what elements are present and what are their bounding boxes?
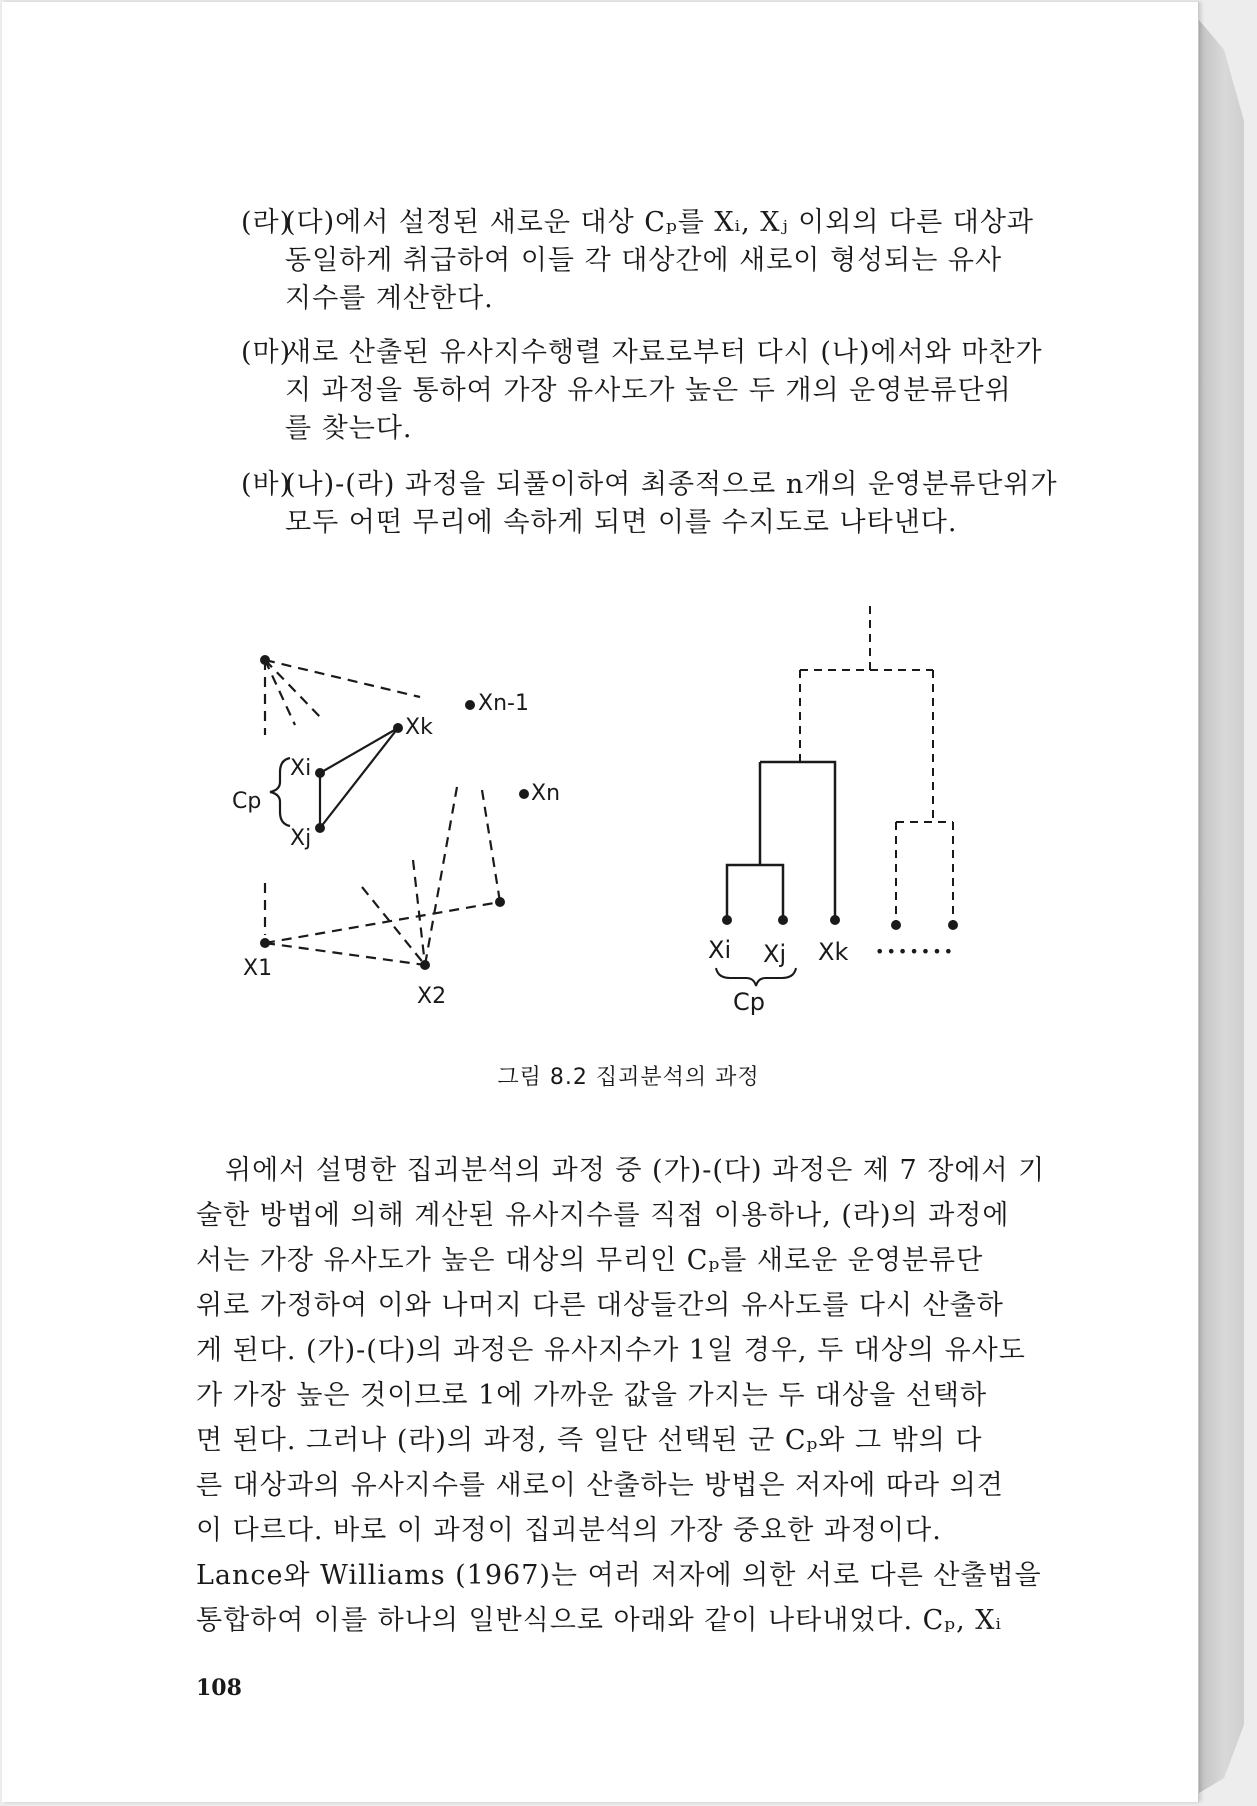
- step-line: 지수를 계산한다.: [285, 283, 494, 314]
- step-line: (다)에서 설정된 새로운 대상 Cₚ를 Xᵢ, Xⱼ 이외의 다른 대상과: [285, 207, 1034, 238]
- leaf: [891, 920, 901, 930]
- paragraph-line: 면 된다. 그러나 (라)의 과정, 즉 일단 선택된 군 Cₚ와 그 밖의 다: [196, 1425, 983, 1456]
- step-line: 지 과정을 통하여 가장 유사도가 높은 두 개의 운영분류단위: [285, 375, 1012, 406]
- step-marker: (바): [241, 469, 292, 500]
- label-xi: Xi: [290, 756, 312, 781]
- step-line: (나)-(라) 과정을 되풀이하여 최종적으로 n개의 운영분류단위가: [285, 469, 1058, 500]
- page-number: 108: [196, 1675, 242, 1701]
- dashed-edge: [265, 943, 425, 965]
- node-xj: [315, 823, 325, 833]
- node-x2: [420, 960, 430, 970]
- leaf-xk: [830, 915, 840, 925]
- label-cp: Cp: [232, 789, 262, 814]
- leaf-xj: [778, 915, 788, 925]
- step-line: 동일하게 취급하여 이들 각 대상간에 새로이 형성되는 유사: [285, 245, 1003, 276]
- dendro-branch-xi-xj: [727, 865, 783, 920]
- step-line: 새로 산출된 유사지수행렬 자료로부터 다시 (나)에서와 마찬가: [285, 337, 1043, 368]
- paragraph-line: 른 대상과의 유사지수를 새로이 산출하는 방법은 저자에 따라 의견: [196, 1470, 1004, 1501]
- dendrogram-leaves: [722, 915, 958, 930]
- node: [495, 897, 505, 907]
- solid-edge: [320, 728, 398, 773]
- paragraph-line: 위에서 설명한 집괴분석의 과정 중 (가)-(다) 과정은 제 7 장에서 기: [225, 1155, 1046, 1186]
- node-xk: [393, 723, 403, 733]
- cp-brace: [270, 758, 290, 826]
- dashed-edge: [482, 790, 500, 902]
- dashed-edge: [265, 660, 295, 725]
- paragraph-line: 가 가장 높은 것이므로 1에 가까운 값을 가지는 두 대상을 선택하: [196, 1380, 988, 1411]
- label-x1: X1: [243, 956, 273, 981]
- label-xn1: Xn-1: [478, 691, 529, 716]
- step-marker: (마): [241, 337, 292, 368]
- solid-edge: [320, 728, 398, 828]
- paragraph-line: 술한 방법에 의해 계산된 유사지수를 직접 이용하나, (라)의 과정에: [196, 1200, 1010, 1231]
- paragraph-line: 게 된다. (가)-(다)의 과정은 유사지수가 1일 경우, 두 대상의 유사도: [196, 1335, 1026, 1366]
- dashed-edge: [413, 860, 425, 965]
- paragraph-line: 이 다르다. 바로 이 과정이 집괴분석의 가장 중요한 과정이다.: [196, 1515, 942, 1546]
- dashed-edge: [362, 887, 425, 965]
- dashed-edge: [425, 787, 457, 965]
- dashed-edge: [265, 902, 500, 943]
- figure-8-2: [0, 590, 1257, 1020]
- label-x2: X2: [417, 984, 447, 1009]
- cluster-process-diagram: [265, 660, 500, 965]
- step-line: 를 찾는다.: [285, 413, 413, 444]
- label-xj: Xj: [290, 826, 312, 851]
- label-xk: Xk: [405, 715, 433, 740]
- label-xn: Xn: [531, 781, 561, 806]
- figure-caption: 그림 8.2 집괴분석의 과정: [497, 1065, 760, 1090]
- node-x1: [260, 938, 270, 948]
- dendro-label-cp: Cp: [733, 988, 765, 1016]
- leaf: [948, 920, 958, 930]
- node-xn1: [465, 700, 475, 710]
- dendro-label-dots: •••••••: [875, 942, 956, 961]
- dendrogram: [727, 605, 953, 922]
- cp-brace: [716, 968, 796, 986]
- paragraph-line: Lance와 Williams (1967)는 여러 저자에 의한 서로 다른 산출법을: [196, 1560, 1042, 1591]
- dendro-label-xi: Xi: [708, 936, 732, 964]
- dendro-label-xk: Xk: [818, 938, 849, 966]
- step-marker: (라): [241, 207, 292, 238]
- dendro-label-xj: Xj: [763, 940, 787, 968]
- dendro-branch-cp-xk: [760, 762, 835, 920]
- paragraph-line: 통합하여 이를 하나의 일반식으로 아래와 같이 나타내었다. Cₚ, Xᵢ: [196, 1605, 1002, 1636]
- paragraph-line: 위로 가정하여 이와 나머지 다른 대상들간의 유사도를 다시 산출하: [196, 1290, 1004, 1321]
- leaf-xi: [722, 915, 732, 925]
- node: [260, 655, 270, 665]
- paragraph-line: 서는 가장 유사도가 높은 대상의 무리인 Cₚ를 새로운 운영분류단: [196, 1245, 984, 1276]
- dashed-edge: [265, 660, 323, 720]
- dashed-edge: [265, 660, 420, 697]
- node-xn: [519, 789, 529, 799]
- node-xi: [315, 768, 325, 778]
- step-line: 모두 어떤 무리에 속하게 되면 이를 수지도로 나타낸다.: [285, 507, 958, 538]
